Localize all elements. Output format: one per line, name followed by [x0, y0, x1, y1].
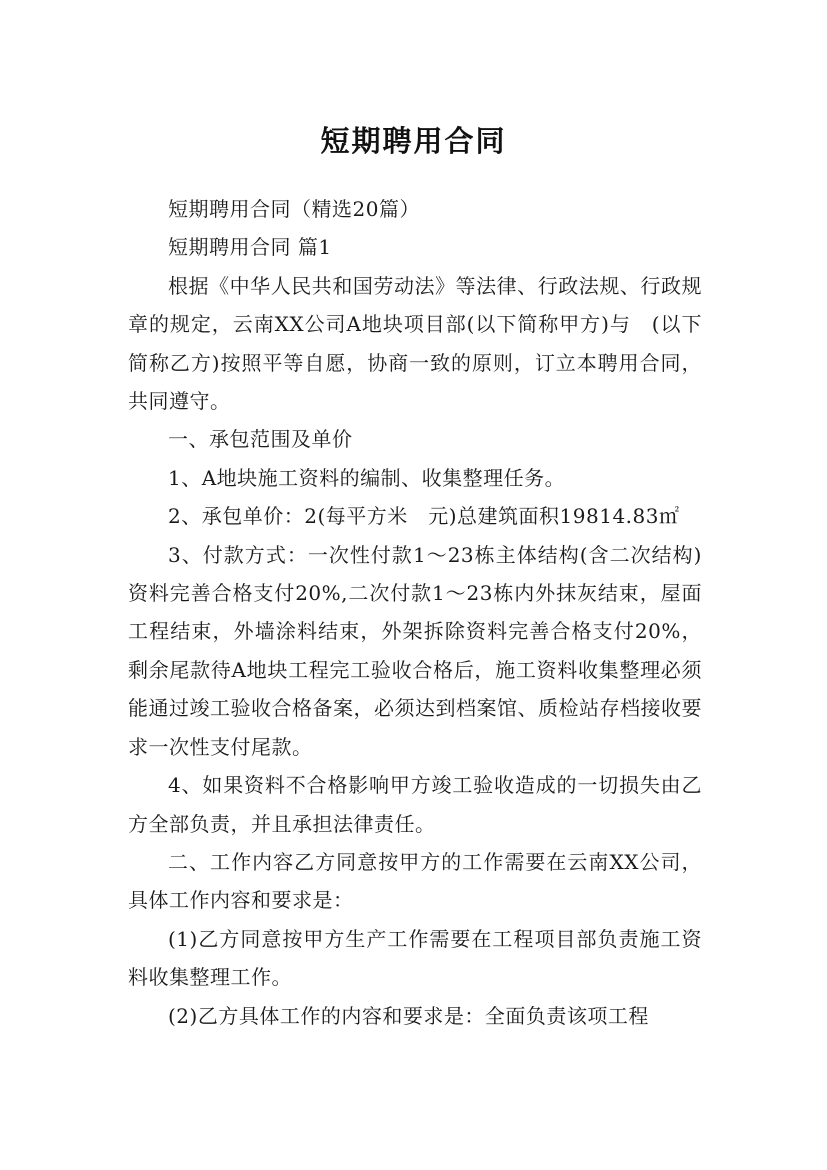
paragraph-heading-work: 二、工作内容乙方同意按甲方的工作需要在云南XX公司，具体工作内容和要求是：	[128, 849, 702, 913]
paragraph-item-2: 2、承包单价：2(每平方米 元)总建筑面积19814.83㎡	[168, 504, 680, 529]
paragraph-item-1: 1、A地块施工资料的编制、收集整理任务。	[168, 465, 566, 490]
document-title: 短期聘用合同	[320, 124, 507, 159]
paragraph-item-4: 4、如果资料不合格影响甲方竣工验收造成的一切损失由乙方全部负责，并且承担法律责任。	[128, 773, 702, 836]
paragraph-work-2: (2)乙方具体工作的内容和要求是：全面负责该项工程	[168, 1003, 649, 1028]
paragraph-work-1: (1)乙方同意按甲方生产工作需要在工程项目部负责施工资料收集整理工作。	[128, 926, 702, 990]
document-body	[128, 190, 702, 1035]
paragraph-item-3: 3、付款方式：一次性付款1～23栋主体结构(含二次结构)资料完善合格支付20%,二次付款1～23栋内外抹灰结束，屋面工程结束，外墙涂料结束，外架拆除资料完善合格支付20%，剩余尾款待A地块工程完工验收合格后，施工资料收集整理必须能通过竣工验收合格备案，必须达到档案馆、质检站存档接收要求一次性支付尾款。	[128, 542, 702, 759]
paragraph-preamble: 根据《中华人民共和国劳动法》等法律、行政法规、行政规章的规定，云南XX公司A地块项目部(以下简称甲方)与 (以下简称乙方)按照平等自愿，协商一致的原则，订立本聘用合同，共同遵守。	[128, 273, 702, 414]
paragraph-heading-scope: 一、承包范围及单价	[168, 427, 353, 452]
paragraph-section-heading: 短期聘用合同 篇1	[168, 235, 332, 260]
paragraph-subtitle: 短期聘用合同（精选20篇）	[168, 197, 420, 221]
